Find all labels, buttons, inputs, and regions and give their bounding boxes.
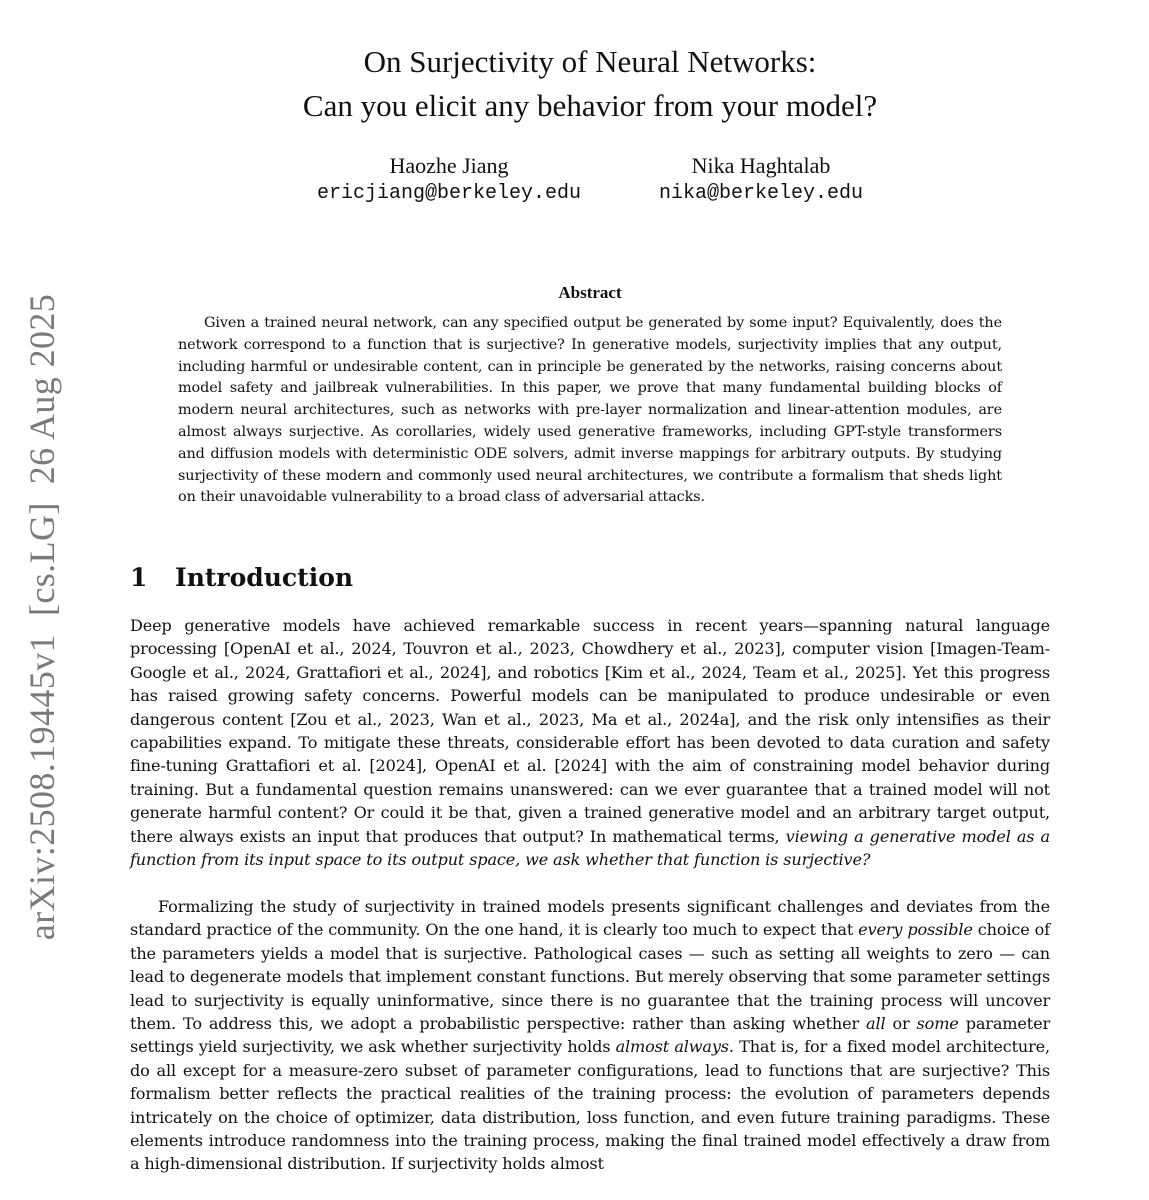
arxiv-date: 26 Aug 2025: [22, 293, 62, 485]
paper-title: [130, 40, 1050, 128]
paper-title-line-2: Can you elicit any behavior from your model?: [302, 88, 878, 123]
intro-p2-emphasis: all: [866, 1014, 886, 1034]
abstract-text: Given a trained neural network, can any specified output be generated by some input? Equivalently, does the network correspond to a function that is surjective? In generative models, surjectivity implies that any output, including harmful or undesirable content, can in principle be generated by the networks, raising concerns about model safety and jailbreak vulnerabilities. In this paper, we prove that many fundamental building blocks of modern neural architectures, such as networks with pre-layer normalization and linear-attention modules, are almost always surjective. As corollaries, widely used generative frameworks, including GPT-style transformers and diffusion models with deterministic ODE solvers, admit inverse mappings for arbitrary outputs. By studying surjectivity of these modern and commonly used neural architectures, we contribute a formalism that sheds light on their unavoidable vulnerability to a broad class of adversarial attacks.: [178, 315, 1002, 506]
arxiv-id: arXiv:2508.19445v1: [22, 634, 62, 941]
intro-p2-emphasis: almost always.: [615, 1037, 734, 1057]
intro-paragraph-2: [130, 895, 1050, 1176]
intro-p1-italic: viewing a generative model as a function from its input space to its output space, we ask whether that function is surjective?: [130, 826, 1050, 870]
section-title: Introduction: [175, 563, 354, 592]
intro-p2-text: That is, for a fixed model architecture, do all except for a measure-zero subset of parameter configurations, lead to functions that are surjective? This formalism better reflects the practical realities of the training process: the evolution of parameters depends intricately on the choice of optimizer, data distribution, loss function, and even future training paradigms. These elements introduce randomness into the training process, making the final trained model effectively a draw from a high-dimensional distribution. If surjectivity holds almost: [130, 1037, 1051, 1174]
author-block: [596, 152, 926, 208]
intro-p2-text: choice of the parameters yields a model that is surjective. Pathological cases — such as setting all weights to zero — can lead to degenerate models that implement constant functions. But merely observing that some parameter settings lead to surjectivity is equally uninformative, since there is no guarantee that the training process will uncover them. To address this, we adopt a probabilistic perspective: rather than asking whether: [130, 920, 1050, 1034]
arxiv-category: [cs.LG]: [22, 502, 62, 617]
intro-p2-text: or: [885, 1014, 917, 1034]
author-email: nika@berkeley.edu: [658, 182, 864, 205]
intro-paragraph-1: [130, 614, 1050, 871]
author-name: Nika Haghtalab: [691, 153, 831, 178]
abstract-heading: Abstract: [558, 283, 622, 302]
intro-p2-emphasis: every possible: [858, 920, 973, 940]
paper-title-line-1: On Surjectivity of Neural Networks:: [363, 44, 817, 79]
section-number: 1: [130, 563, 148, 592]
intro-p2-text: Formalizing the study of surjectivity in trained models presents significant challenges and deviates from the standard practice of the community. On the one hand, it is clearly too much to expect that: [130, 897, 1050, 940]
intro-p2-text: parameter settings yield surjectivity, we ask whether surjectivity holds: [130, 1014, 1050, 1057]
intro-p1-text: Deep generative models have achieved remarkable success in recent years—spanning natural language processing [OpenAI et al., 2024, Touvron et al., 2023, Chowdhery et al., 2023], computer vision [Imagen-Team-Google et al., 2024, Grattafiori et al., 2024], and robotics [Kim et al., 2024, Team et al., 2025]. Yet this progress has raised growing safety concerns. Powerful models can be manipulated to produce undesirable or even dangerous content [Zou et al., 2023, Wan et al., 2023, Ma et al., 2024a], and the risk only intensifies as their capabilities expand. To mitigate these threats, considerable effort has been devoted to data curation and safety fine-tuning Grattafiori et al. [2024], OpenAI et al. [2024] with the aim of constraining model behavior during training. But a fundamental question remains unanswered: can we ever guarantee that a trained model will not generate harmful content? Or could it be that, given a trained generative model and an arbitrary target output, there always exists an input that produces that output? In mathematical terms,: [130, 616, 1050, 846]
author-email: ericjiang@berkeley.edu: [316, 182, 582, 205]
author-block: [284, 152, 614, 208]
arxiv-sidebar-stamp: [21, 276, 63, 940]
intro-p2-emphasis: some: [916, 1014, 959, 1034]
section-heading: [130, 561, 353, 595]
author-name: Haozhe Jiang: [389, 153, 509, 178]
